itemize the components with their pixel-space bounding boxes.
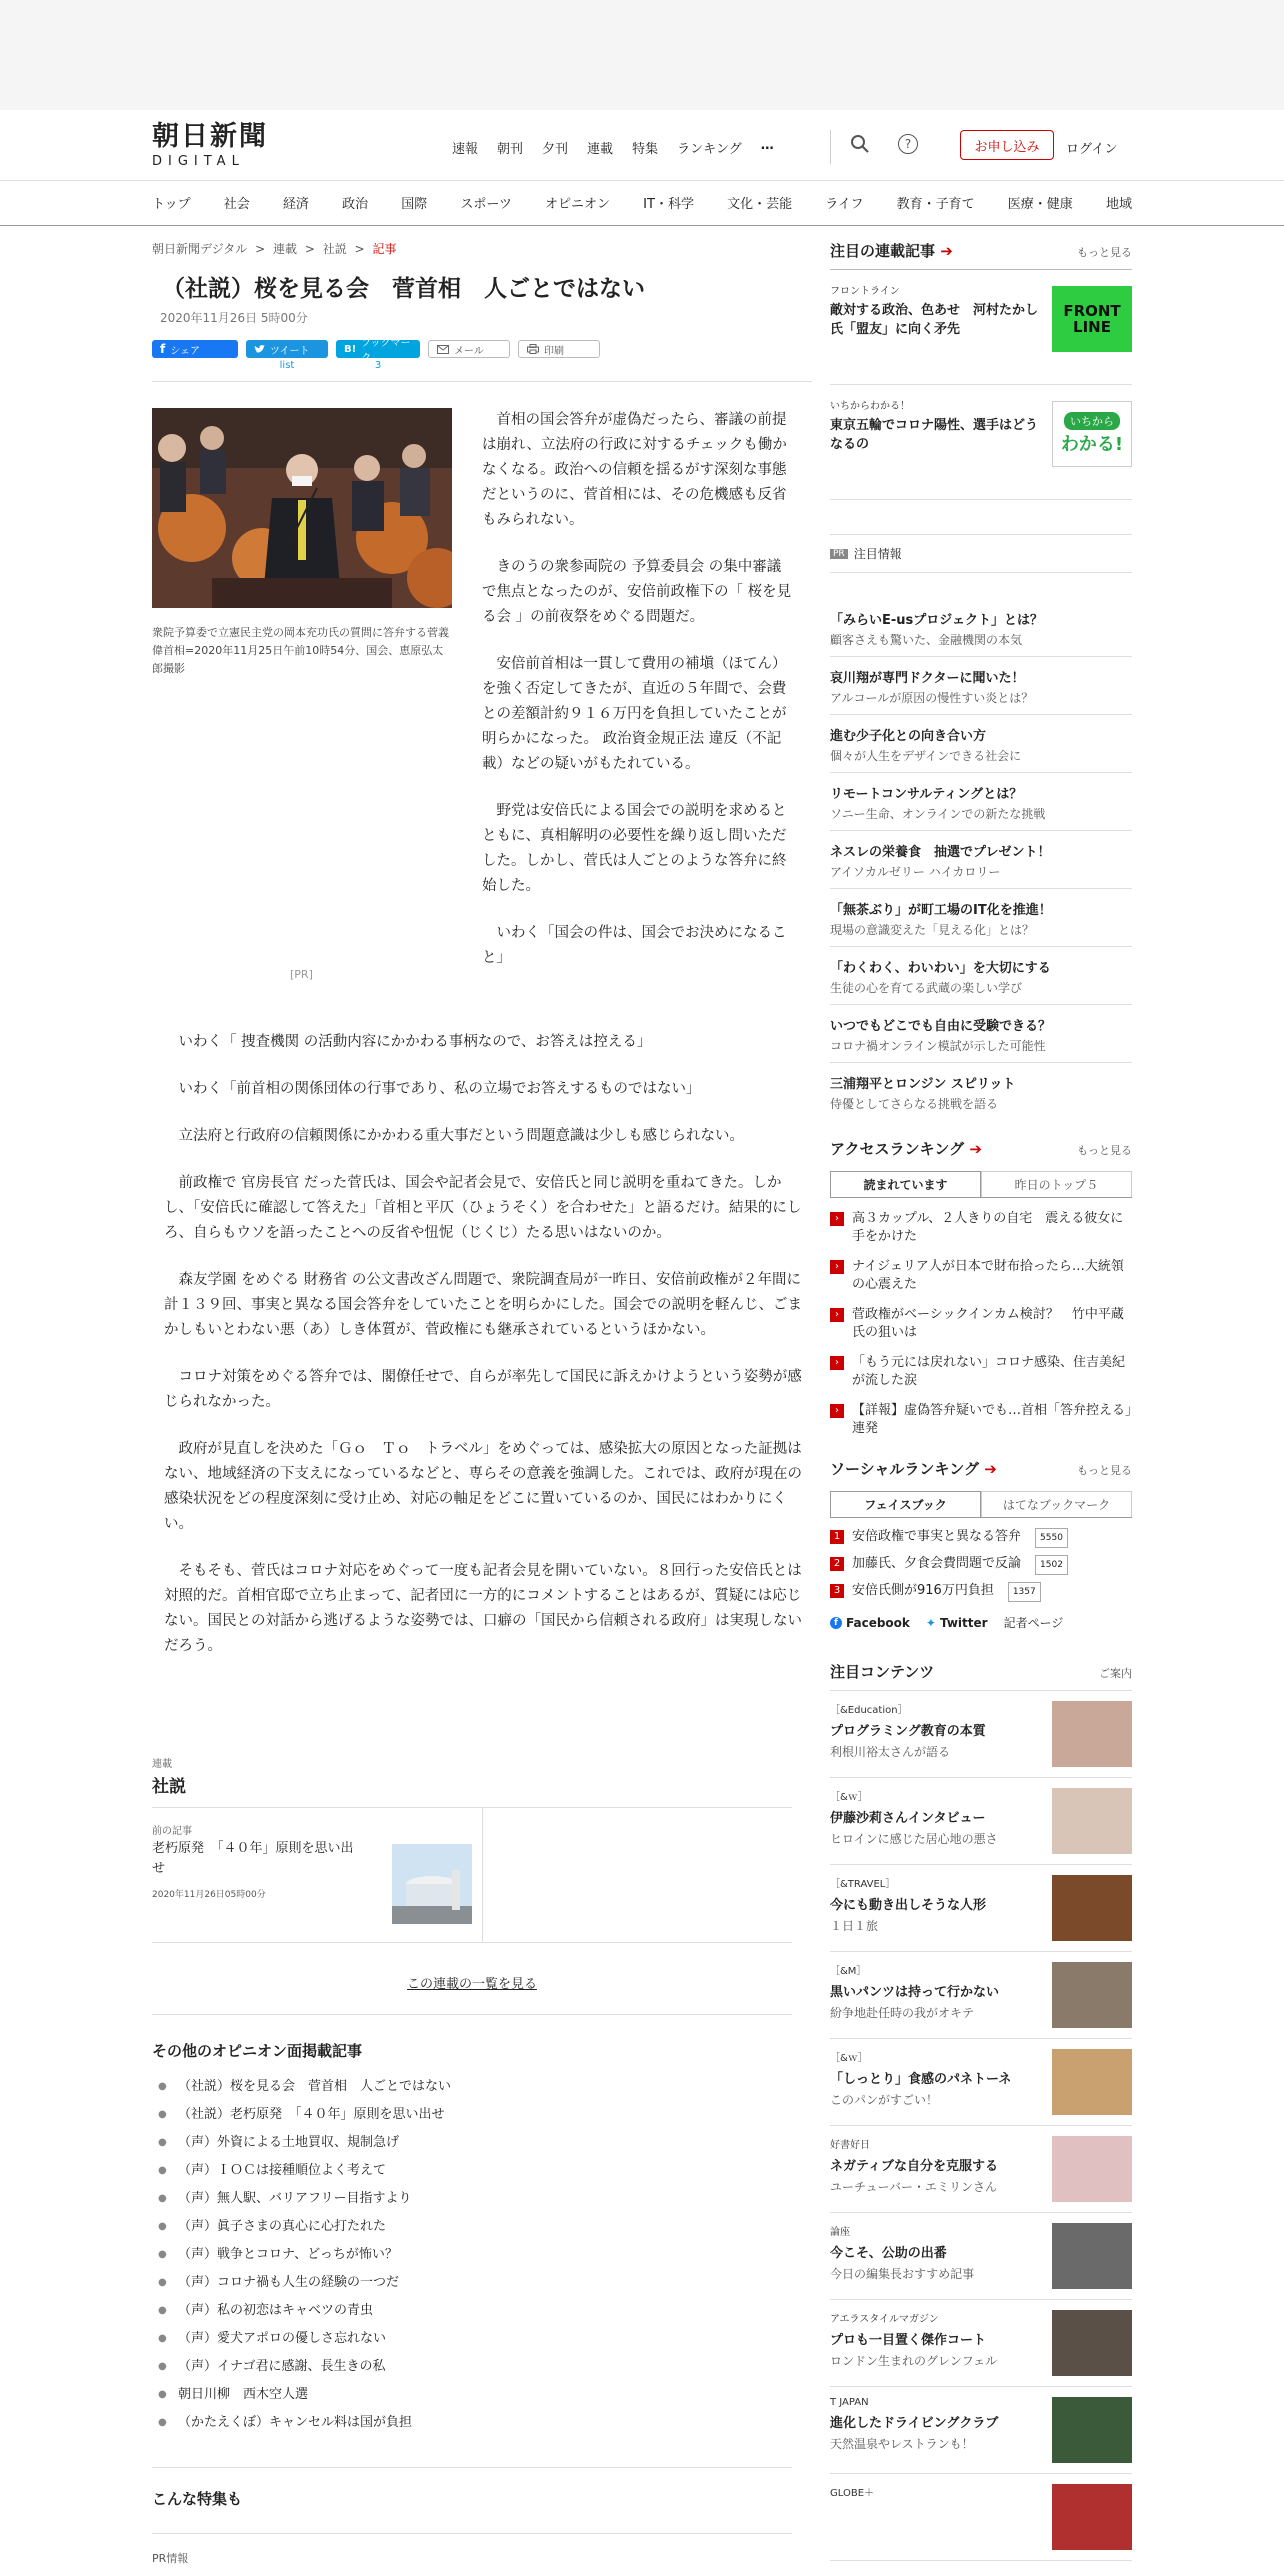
other-list — [152, 2073, 792, 2437]
chevron-right-icon: › — [830, 1308, 844, 1322]
other-opinion-articles — [152, 2040, 792, 2566]
content-item[interactable] — [830, 1865, 1132, 1952]
list-item[interactable]: ● （社説）桜を見る会 菅首相 人ごとではない — [158, 2079, 452, 2094]
breadcrumb-sep: > — [255, 242, 266, 256]
prev-label: 前の記事 — [152, 1826, 192, 1837]
article-figure — [152, 408, 452, 678]
paragraph: いわく「国会の件は、国会でお決めになること」 — [482, 925, 787, 966]
photo-illustration — [152, 408, 452, 608]
series-kicker: いちからわかる！ — [830, 401, 910, 412]
subscribe-button[interactable]: お申し込み — [960, 130, 1054, 160]
pr-item[interactable]: 「わくわく、わいわい」を大切にする 生徒の心を育てる武蔵の楽しい学び — [830, 947, 1132, 1005]
mail-label: メール — [454, 345, 484, 357]
breadcrumb-series[interactable]: 連載 — [273, 242, 298, 256]
social-ranking-heading: ソーシャルランキング — [830, 1460, 979, 1478]
content-title: 「しっとり」食感のパネトーネ — [830, 2072, 1012, 2087]
series-name[interactable]: 社説 — [152, 1777, 186, 1797]
list-item[interactable]: ● （社説）老朽原発 「４０年」原則を思い出せ — [158, 2107, 445, 2122]
cat-society[interactable]: 社会 — [223, 197, 250, 212]
content-title: 今こそ、公助の出番 — [830, 2246, 947, 2261]
social-ranking — [830, 1458, 1132, 1631]
list-item[interactable]: ● （声）私の初恋はキャベツの青虫 — [158, 2303, 374, 2318]
breadcrumb-home[interactable]: 朝日新聞デジタル — [152, 242, 248, 256]
facebook-icon: f — [830, 1617, 842, 1629]
print-button[interactable] — [518, 340, 600, 358]
series-divider — [152, 2014, 792, 2015]
prev-date: 2020年11月26日05時00分 — [152, 1890, 266, 1900]
content-sub: ユーチューバー・エミリンさん — [830, 2180, 998, 2194]
content-kicker: アエラスタイルマガジン — [830, 2314, 939, 2325]
content-thumbnail — [1052, 1962, 1132, 2028]
ranking-item[interactable]: 1 安倍政権で事実と異なる答弁 5550 — [830, 1528, 1132, 1548]
prev-title: 老朽原発 「４０年」原則を思い出せ — [152, 1841, 354, 1876]
logo-line2: DIGITAL — [152, 154, 245, 169]
share-divider — [152, 381, 812, 382]
pr-label: [PR] — [290, 968, 313, 981]
print-icon — [527, 344, 539, 354]
arrow-right-icon: ➔ — [984, 1460, 997, 1478]
ranking-item[interactable]: › 【詳報】虚偽答弁疑いでも…首相「答弁控える」連発 — [830, 1402, 1132, 1438]
mail-icon — [437, 345, 449, 354]
hatena-label: ブックマーク — [361, 338, 411, 364]
content-kicker: ［&M］ — [830, 1966, 867, 1977]
access-ranking-heading: アクセスランキング — [830, 1140, 965, 1158]
tab-facebook[interactable]: フェイスブック — [830, 1491, 981, 1517]
hatena-count[interactable]: 3 — [374, 360, 382, 371]
ranking-item[interactable]: › 「もう元には戻れない」コロナ感染、住吉美紀が流した涙 — [830, 1354, 1132, 1390]
content-sub: このパンがすごい！ — [830, 2093, 939, 2107]
twitter-icon — [254, 345, 265, 354]
pr-item[interactable]: 「みらいE-usプロジェクト」とは？ 顧客さえも驚いた、金融機関の本気 — [830, 603, 1132, 657]
series-more-link[interactable]: もっと見る — [1077, 246, 1132, 259]
series-title: 敵対する政治、色あせ 河村たかし氏「盟友」に向く矛先 — [830, 303, 1039, 337]
pr-item[interactable]: 哀川翔が専門ドクターに聞いた！ アルコールが原因の慢性すい炎とは？ — [830, 657, 1132, 715]
list-item[interactable]: ● （声）ＩＯＣは接種順位よく考えて — [158, 2163, 387, 2178]
series-title: 東京五輪でコロナ陽性、選手はどうなるの — [830, 418, 1039, 452]
content-item[interactable] — [830, 1691, 1132, 1778]
content-thumbnail — [1052, 2136, 1132, 2202]
content-item[interactable] — [830, 2039, 1132, 2126]
content-sub: 今日の編集長おすすめ記事 — [830, 2267, 975, 2281]
frontline-logo: FRONT LINE — [1052, 286, 1132, 352]
breadcrumb-sep: > — [354, 242, 365, 256]
list-item[interactable]: ● （声）イナゴ君に感謝、長生きの私 — [158, 2359, 386, 2374]
paragraph: 政府が見直しを決めた「Ｇｏ Ｔｏ トラベル」をめぐっては、感染拡大の原因となった証拠はない、地域経済の下支えになっているなどと、専らその意義を強調した。これでは、政府が現在の感染状況をどの程度深刻に受け止め、対応の軸足をどこに置いているのか、国民にはわかりにくい。 — [164, 1441, 802, 1532]
featured-series-item[interactable] — [830, 270, 1132, 385]
cat-education[interactable]: 教育・子育て — [896, 197, 975, 212]
nav-more[interactable]: … — [760, 138, 774, 153]
site-header — [0, 110, 1284, 180]
list-item[interactable]: ● （声）眞子さまの真心に心打たれた — [158, 2219, 387, 2234]
header-icons — [850, 134, 918, 154]
ranking-item[interactable]: 2 加藤氏、夕食会費問題で反論 1502 — [830, 1555, 1132, 1575]
facebook-icon: f — [160, 342, 166, 356]
series-kicker: フロントライン — [830, 286, 900, 297]
content-kicker: ［&ｗ］ — [830, 1792, 868, 1803]
cat-life[interactable]: ライフ — [825, 197, 864, 212]
nav-features[interactable]: 特集 — [632, 142, 659, 157]
facebook-link[interactable]: f Facebook — [830, 1616, 910, 1630]
pr-divider — [152, 2533, 792, 2534]
content-item[interactable] — [830, 2387, 1132, 2474]
pr-item[interactable]: 三浦翔平とロンジン スピリット 侍優としてさらなる挑戦を語る — [830, 1077, 1016, 1111]
access-ranking — [830, 1138, 1132, 1438]
article-body — [164, 1030, 804, 1681]
other-heading: その他のオピニオン面掲載記事 — [152, 2042, 363, 2060]
article-date: 2020年11月26日 5時00分 — [160, 311, 308, 325]
pr-item[interactable]: リモートコンサルティングとは？ ソニー生命、オンラインでの新たな挑戦 — [830, 773, 1132, 831]
cat-sports[interactable]: スポーツ — [460, 197, 512, 212]
feature-divider — [152, 2467, 792, 2468]
content-title: プロも一目置く傑作コート — [830, 2333, 987, 2348]
tab-yesterday-top5[interactable]: 昨日のトップ５ — [981, 1171, 1132, 1197]
breadcrumb — [152, 240, 812, 257]
content-thumbnail — [1052, 1875, 1132, 1941]
content-title: 進化したドライビングクラブ — [830, 2416, 999, 2431]
article-body-column — [482, 408, 792, 993]
arrow-right-icon: ➔ — [969, 1140, 982, 1158]
photo-caption: 衆院予算委で立憲民主党の岡本充功氏の質問に答弁する菅義偉首相=2020年11月25日午前10時54分、国会、恵原弘太郎撮影 — [152, 626, 449, 675]
content-sub: 利根川裕太さんが語る — [830, 1745, 951, 1759]
content-item[interactable] — [830, 2213, 1132, 2300]
print-label: 印刷 — [544, 345, 564, 357]
featured-contents — [830, 1661, 1132, 2561]
cat-culture[interactable]: 文化・芸能 — [727, 197, 793, 212]
pr-item[interactable]: 進む少子化との向き合い方 個々が人生をデザインできる社会に — [830, 715, 1132, 773]
cat-top[interactable]: トップ — [152, 197, 191, 212]
content-title: ネガティブな自分を克服する — [830, 2159, 998, 2174]
site-logo[interactable] — [152, 122, 268, 169]
content-sub: １日１旅 — [830, 1919, 879, 1933]
content-item[interactable] — [830, 1952, 1132, 2039]
pr-item[interactable]: ネスレの栄養食 抽選でプレゼント！ アイソカルゼリー ハイカロリー — [830, 831, 1132, 889]
arrow-right-icon: ➔ — [940, 242, 953, 260]
list-item[interactable]: ● （声）戦争とコロナ、どっちが怖い？ — [158, 2247, 398, 2262]
tab-most-read[interactable]: 読まれています — [830, 1171, 981, 1197]
content-item[interactable] — [830, 2300, 1132, 2387]
list-item[interactable]: ● （声）外資による土地買収、規制急げ — [158, 2135, 400, 2150]
reporter-page-link[interactable]: 記者ページ — [1003, 1616, 1064, 1630]
pr-item[interactable]: 「無茶ぶり」が町工場のIT化を推進！ 現場の意識変えた「見える化」とは？ — [830, 889, 1132, 947]
list-item[interactable]: ● （声）愛犬アポロの優しさ忘れない — [158, 2331, 387, 2346]
series-list-link[interactable]: この連載の一覧を見る — [406, 1977, 537, 1992]
series-widget-heading: 注目の連載記事 — [830, 242, 936, 260]
breadcrumb-current: 記事 — [372, 242, 397, 256]
pr-widget-heading: 注目情報 — [853, 547, 902, 561]
chevron-right-icon: › — [830, 1356, 844, 1370]
list-item[interactable]: ● （声）コロナ禍も人生の経験の一つだ — [158, 2275, 400, 2290]
twitter-share-label: ツイート — [270, 345, 310, 357]
content-thumbnail — [1052, 2310, 1132, 2376]
article-photo[interactable] — [152, 408, 452, 608]
hatena-icon: B! — [344, 343, 357, 355]
content-kicker: GLOBE＋ — [830, 2488, 875, 2499]
nav-evening[interactable]: 夕刊 — [542, 142, 569, 157]
top-banner-area — [0, 0, 1284, 110]
cat-region[interactable]: 地域 — [1105, 197, 1132, 212]
content-kicker: 好書好日 — [830, 2140, 870, 2151]
paragraph: そもそも、菅氏はコロナ対応をめぐって一度も記者会見を開いていない。８回行った安倍氏とは対照的だ。首相官邸で立ち止まって、記者団に一方的にコメントすることはあるが、質疑には応じない。国民との対話から逃げるような姿勢では、口癖の「国民から信頼される政府」は実現しないだろう。 — [164, 1563, 802, 1654]
content-title: 今にも動き出しそうな人形 — [830, 1898, 987, 1913]
chevron-right-icon: › — [830, 1404, 844, 1418]
content-sub: 天然温泉やレストランも！ — [830, 2437, 974, 2451]
paragraph: 安倍前首相は一貫して費用の補塡（ほてん）を強く否定してきたが、直近の５年間で、会費との差額計約９１６万円を負担していたことが明らかになった。 政治資金規正法 違反（不記載）などの疑いがもたれている。 — [482, 656, 787, 772]
content-kicker: 論座 — [830, 2227, 850, 2238]
paragraph: いわく「前首相の関係団体の行事であり、私の立場でお答えするものではない」 — [178, 1081, 701, 1097]
ranking-item[interactable]: › ナイジェリア人が日本で財布拾ったら…大統領の心震えた — [830, 1258, 1132, 1294]
access-more-link[interactable]: もっと見る — [1077, 1144, 1132, 1157]
content-item[interactable] — [830, 2474, 1132, 2561]
next-article-placeholder — [482, 1808, 792, 1942]
paragraph: 立法府と行政府の信頼関係にかかわる重大事だという問題意識は少しも感じられない。 — [178, 1128, 744, 1144]
facebook-share-button[interactable] — [152, 340, 238, 358]
content-thumbnail — [1052, 2049, 1132, 2115]
sidebar — [830, 240, 1132, 2561]
pr-badge: PR — [830, 549, 848, 559]
feature-heading: こんな特集も — [152, 2490, 243, 2508]
pr-info-label: PR情報 — [152, 2552, 189, 2565]
social-tabs — [830, 1491, 1132, 1518]
content-title: 黒いパンツは持って行かない — [830, 1985, 1000, 2000]
ranking-item[interactable]: › 菅政権がベーシックインカム検討？ 竹中平蔵氏の狙いは — [830, 1306, 1132, 1342]
prev-article[interactable] — [152, 1808, 472, 1942]
paragraph: 森友学園 をめぐる 財務省 の公文書改ざん問題で、衆院調査局が一昨日、安倍前政権が２年間に計１３９回、事実と異なる国会答弁をしていたことを明らかにした。国会での説明を軽んじ、ごまかしもいとわない悪（あ）しき体質が、菅政権にも継承されているというほかない。 — [164, 1272, 802, 1338]
search-icon[interactable] — [850, 134, 870, 154]
cat-economy[interactable]: 経済 — [282, 197, 309, 212]
contents-heading: 注目コンテンツ — [830, 1663, 935, 1681]
pr-widget — [830, 534, 1132, 1120]
content-kicker: ［&ｗ］ — [830, 2053, 868, 2064]
mail-share-button[interactable] — [428, 340, 510, 358]
content-title: 伊藤沙莉さんインタビュー — [830, 1811, 986, 1826]
content-item[interactable] — [830, 2126, 1132, 2213]
facebook-share-label: シェア — [170, 345, 201, 357]
paragraph: 首相の国会答弁が虚偽だったら、審議の前提は崩れ、立法府の行政に対するチェックも働かなくなる。政治への信頼を揺るがす深刻な事態だというのに、菅首相には、その危機感も反省もみられない。 — [482, 412, 787, 528]
paragraph: きのうの衆参両院の 予算委員会 の集中審議で焦点となったのが、安倍前政権下の「 桜を見る会 」の前夜祭をめぐる問題だ。 — [482, 559, 792, 625]
tab-hatena[interactable]: はてなブックマーク — [981, 1491, 1132, 1517]
prev-article-thumbnail — [392, 1844, 472, 1924]
nav-morning[interactable]: 朝刊 — [497, 142, 524, 157]
cat-international[interactable]: 国際 — [401, 197, 428, 212]
cat-opinion[interactable]: オピニオン — [545, 197, 611, 212]
content-thumbnail — [1052, 2484, 1132, 2550]
header-nav — [452, 138, 774, 157]
featured-series-item[interactable] — [830, 385, 1132, 500]
nav-ranking[interactable]: ランキング — [677, 142, 742, 157]
article-main — [152, 240, 812, 2565]
chevron-right-icon: › — [830, 1212, 844, 1226]
content-sub: ヒロインに感じた居心地の悪さ — [830, 1832, 998, 1846]
header-divider — [830, 130, 831, 164]
content-kicker: ［&Education］ — [830, 1705, 908, 1716]
nav-breaking[interactable]: 速報 — [452, 142, 479, 157]
login-link[interactable]: ログイン — [1066, 142, 1118, 157]
twitter-icon: ✦ — [925, 1615, 936, 1630]
content-thumbnail — [1052, 1701, 1132, 1767]
paragraph: いわく「 捜査機関 の活動内容にかかわる事柄なので、お答えは控える」 — [178, 1034, 652, 1050]
cat-politics[interactable]: 政治 — [342, 197, 369, 212]
content-kicker: ［&TRAVEL］ — [830, 1879, 896, 1890]
series-box — [152, 1755, 792, 2015]
paragraph: 前政権で 官房長官 だった菅氏は、国会や記者会見で、安倍氏と同じ説明を重ねてきた。しかし、「安倍氏に確認して答えた」「首相と平仄（ひょうそく）を合わせた」と語るだけ。結果的にしろ、自らもウソを語ったことへの反省や忸怩（じくじ）たる思いはないのか。 — [164, 1175, 802, 1241]
twitter-share-button[interactable] — [246, 340, 328, 358]
chevron-right-icon: › — [830, 1260, 844, 1274]
cat-it-science[interactable]: IT・科学 — [643, 197, 694, 212]
content-title: プログラミング教育の本質 — [830, 1724, 986, 1739]
content-thumbnail — [1052, 2397, 1132, 2463]
logo-line1: 朝日新聞 — [152, 121, 268, 152]
twitter-count[interactable]: list — [279, 360, 295, 371]
series-widget-header — [830, 240, 1132, 261]
cat-health[interactable]: 医療・健康 — [1007, 197, 1073, 212]
content-thumbnail — [1052, 1788, 1132, 1854]
ichikara-logo: いちから わかる! — [1052, 401, 1132, 467]
breadcrumb-sep: > — [304, 242, 315, 256]
paragraph: 野党は安倍氏による国会での説明を求めるとともに、真相解明の必要性を繰り返し問いただした。しかし、菅氏は人ごとのような答弁に終始した。 — [482, 803, 787, 894]
content-sub: 紛争地赴任時の我がオキテ — [830, 2006, 975, 2020]
social-more-link[interactable]: もっと見る — [1077, 1464, 1132, 1477]
breadcrumb-editorial[interactable]: 社説 — [322, 242, 347, 256]
access-tabs — [830, 1171, 1132, 1198]
content-item[interactable] — [830, 1778, 1132, 1865]
paragraph: コロナ対策をめぐる答弁では、閣僚任せで、自らが率先して国民に訴えかけようという姿勢が感じられなかった。 — [164, 1369, 802, 1410]
category-nav — [0, 180, 1284, 226]
hatena-bookmark-button[interactable] — [336, 338, 420, 364]
list-item[interactable]: ● 朝日川柳 西木空人選 — [158, 2387, 309, 2402]
list-item[interactable]: ● （声）無人駅、バリアフリー目指すより — [158, 2191, 412, 2206]
contents-guide-link[interactable]: ご案内 — [1099, 1667, 1132, 1680]
share-bar — [152, 340, 812, 371]
content-thumbnail — [1052, 2223, 1132, 2289]
ranking-item[interactable]: 3 安倍氏側が916万円負担 1357 — [830, 1582, 1132, 1602]
content-kicker: T JAPAN — [830, 2397, 869, 2408]
nav-series[interactable]: 連載 — [587, 142, 614, 157]
pr-item[interactable]: いつでもどこでも自由に受験できる？ コロナ禍オンライン模試が示した可能性 — [830, 1005, 1132, 1063]
list-item[interactable]: ● （かたえくぼ）キャンセル料は国が負担 — [158, 2415, 413, 2430]
series-label: 連載 — [152, 1759, 172, 1770]
help-icon[interactable]: ? — [898, 134, 918, 154]
content-sub: ロンドン生まれのグレンフェル — [830, 2354, 998, 2368]
article-title: （社説）桜を見る会 菅首相 人ごとではない — [162, 276, 645, 302]
ranking-item[interactable]: › 高３カップル、２人きりの自宅 震える彼女に手をかけた — [830, 1210, 1132, 1246]
twitter-link[interactable]: ✦ Twitter — [925, 1615, 988, 1630]
